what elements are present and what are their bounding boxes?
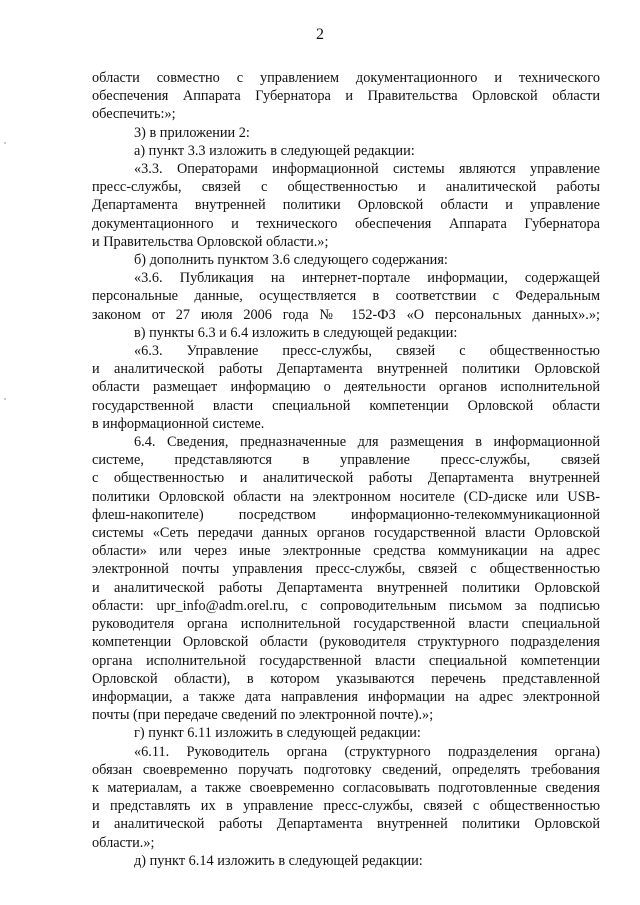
text-line: «3.6. Публикация на интернет-портале информации, содержащей [134, 270, 600, 287]
text-line: б) дополнить пунктом 3.6 следующего содержания: [134, 252, 448, 269]
text-line: системы «Сеть передачи данных органов государственной власти Орловской [92, 525, 600, 542]
text-line: и Правительства Орловской области.»; [92, 233, 329, 250]
text-line: информации, а также дата направления информации на адрес электронной [92, 688, 600, 705]
text-line: обеспечить:»; [92, 106, 176, 123]
text-line: системе, представляются в управление пресс-службы, связей [92, 452, 600, 469]
text-line: области: upr_info@adm.orel.ru, с сопроводительным письмом за подписью [92, 597, 600, 614]
text-line: «6.11. Руководитель органа (структурного подразделения органа) [134, 743, 600, 760]
text-line: законом от 27 июля 2006 года № 152-ФЗ «О персональных данных».»; [92, 306, 600, 323]
text-line: и аналитической работы Департамента внутренней политики Орловской [92, 361, 600, 378]
text-line: компетенции Орловской области (руководителя структурного подразделения [92, 634, 600, 651]
text-line: персональные данные, осуществляется в соответствии с Федеральным [92, 288, 600, 305]
text-line: документационного и технического обеспечения Аппарата Губернатора [92, 215, 600, 232]
text-line: руководителя органа исполнительной государственной власти специальной [92, 616, 600, 633]
text-line: органа исполнительной государственной власти специальной компетенции [92, 652, 600, 669]
text-line: в) пункты 6.3 и 6.4 изложить в следующей редакции: [134, 324, 458, 341]
text-line: «3.3. Операторами информационной системы являются управление [134, 161, 600, 178]
text-line: пресс-службы, связей с общественностью и аналитической работы [92, 179, 600, 196]
scan-mark [4, 398, 6, 400]
scan-mark [4, 142, 6, 144]
text-line: д) пункт 6.14 изложить в следующей редакции: [134, 852, 423, 869]
text-line: Орловской области), в котором указываются перечень представленной [92, 670, 600, 687]
text-line: флеш-накопителе) посредством информационно-телекоммуникационной [92, 506, 600, 523]
text-line: 6.4. Сведения, предназначенные для размещения в информационной [134, 434, 600, 451]
text-line: области» или через иные электронные средства коммуникации на адрес [92, 543, 600, 560]
text-line: «6.3. Управление пресс-службы, связей с общественностью [134, 343, 600, 360]
text-line: и аналитической работы Департамента внутренней политики Орловской [92, 816, 600, 833]
text-line: а) пункт 3.3 изложить в следующей редакции: [134, 142, 415, 159]
text-line: обязан своевременно поручать подготовку сведений, определять требования [92, 761, 600, 778]
text-line: почты (при передаче сведений по электронной почте).»; [92, 707, 434, 724]
page-number: 2 [316, 26, 324, 43]
text-line: политики Орловской области на электронном носителе (CD-диске или USB- [92, 488, 600, 505]
text-line: г) пункт 6.11 изложить в следующей редакции: [134, 725, 421, 742]
text-line: Департамента внутренней политики Орловской области и управление [92, 197, 600, 214]
text-line: 3) в приложении 2: [134, 124, 250, 141]
text-line: электронной почты управления пресс-службы, связей с общественностью [92, 561, 600, 578]
text-line: области.»; [92, 834, 155, 851]
text-line: государственной власти специальной компетенции Орловской области [92, 397, 600, 414]
text-line: и аналитической работы Департамента внутренней политики Орловской [92, 579, 600, 596]
document-body [92, 69, 600, 870]
text-line: к материалам, а также своевременно согласовывать подготовленные сведения [92, 779, 600, 796]
text-line: в информационной системе. [92, 415, 265, 432]
text-line: обеспечения Аппарата Губернатора и Правительства Орловской области [92, 88, 600, 105]
text-line: и представлять их в управление пресс-службы, связей с общественностью [92, 798, 600, 815]
text-line: области размещает информацию о деятельности органов исполнительной [92, 379, 600, 396]
text-line: с общественностью и аналитической работы Департамента внутренней [92, 470, 600, 487]
text-line: области совместно с управлением документационного и технического [92, 70, 600, 86]
